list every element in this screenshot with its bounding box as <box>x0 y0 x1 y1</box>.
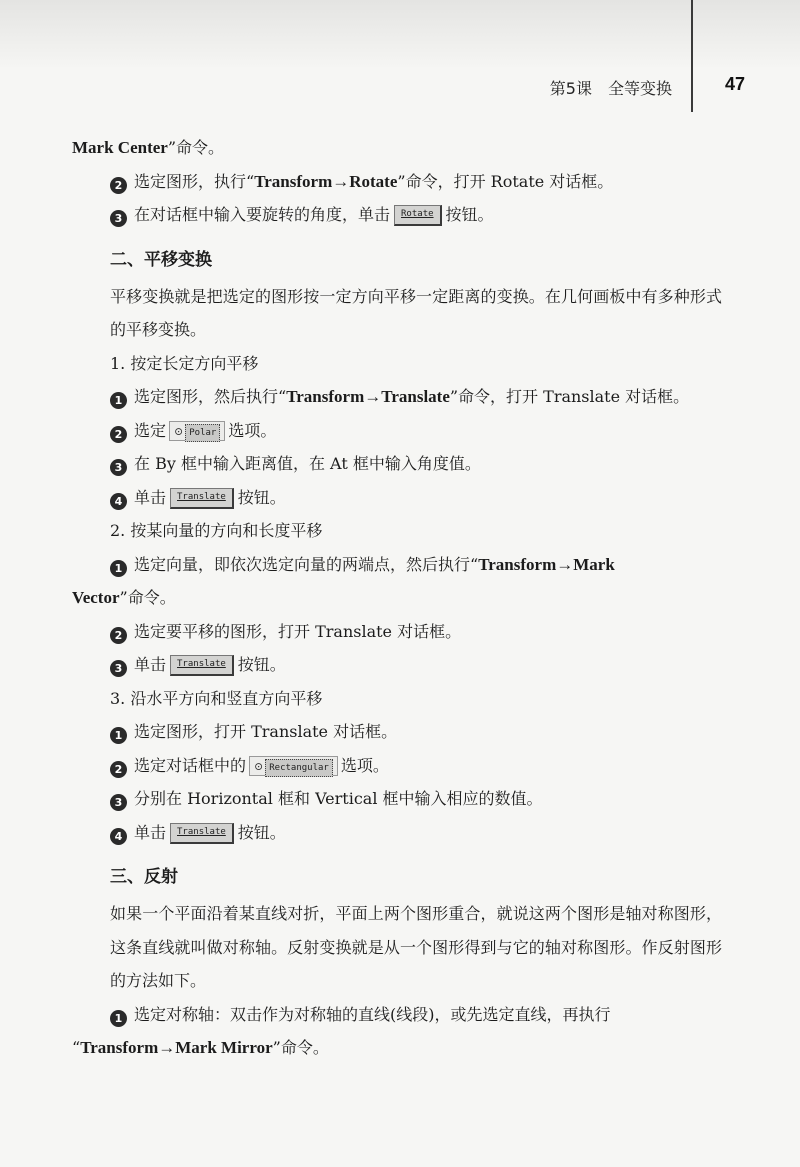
step-line: 1 选定图形，然后执行“Transform→Translate”命令，打开 Translate 对话框。 <box>72 380 722 414</box>
step-number-badge: 3 <box>110 794 127 811</box>
lesson-title: 全等变换 <box>607 79 672 98</box>
step-number-badge: 3 <box>110 210 127 227</box>
step-line: 3 单击 Translate 按钮。 <box>72 648 722 682</box>
subheading: 1. 按定长定方向平移 <box>110 353 259 373</box>
step-number-badge: 1 <box>110 727 127 744</box>
page-number: 47 <box>725 74 746 94</box>
section-heading-reflection: 三、反射 <box>110 867 178 887</box>
step-line: 1 选定图形，打开 Translate 对话框。 <box>72 715 722 749</box>
polar-radio-image: ⊙ Polar <box>169 421 225 441</box>
page-body <box>72 131 722 1065</box>
translate-button-image: Translate <box>170 655 234 676</box>
paragraph: 平移变换就是把选定的图形按一定方向平移一定距离的变换。在几何画板中有多种形式的平移变换。 <box>110 286 722 339</box>
step-line: 2 选定 ⊙ Polar 选项。 <box>72 414 722 448</box>
step-number-badge: 1 <box>110 560 127 577</box>
rectangular-radio-image: ⊙ Rectangular <box>249 756 338 776</box>
step-number-badge: 2 <box>110 426 127 443</box>
step-number-badge: 3 <box>110 660 127 677</box>
step-line: 3 在 By 框中输入距离值，在 At 框中输入角度值。 <box>72 447 722 481</box>
section-heading-translate: 二、平移变换 <box>110 249 212 270</box>
step-line: 4 单击 Translate 按钮。 <box>72 816 722 850</box>
step-number-badge: 2 <box>110 177 127 194</box>
text-line: Vector”命令。 <box>72 588 176 607</box>
step-line: 1 选定对称轴：双击作为对称轴的直线(线段)，或先选定直线，再执行 <box>72 998 722 1032</box>
text-line: Mark Center”命令。 <box>72 138 225 157</box>
step-number-badge: 1 <box>110 1010 127 1027</box>
step-number-badge: 4 <box>110 493 127 510</box>
scan-shadow-band <box>0 0 800 70</box>
radio-dot-icon: ⊙ <box>254 760 264 773</box>
header-vertical-rule <box>691 0 693 112</box>
paragraph: 如果一个平面沿着某直线对折，平面上两个图形重合，就说这两个图形是轴对称图形，这条直线就叫做对称轴。反射变换就是从一个图形得到与它的轴对称图形。作反射图形的方法如下。 <box>110 904 722 990</box>
step-line: 1 选定向量，即依次选定向量的两端点，然后执行“Transform→Mark <box>72 548 722 582</box>
step-line: 2 选定图形，执行“Transform→Rotate”命令，打开 Rotate 对话框。 <box>72 165 722 199</box>
text-line: “Transform→Mark Mirror”命令。 <box>72 1038 329 1057</box>
step-line: 2 选定要平移的图形，打开 Translate 对话框。 <box>72 615 722 649</box>
step-number-badge: 1 <box>110 392 127 409</box>
step-line: 2 选定对话框中的 ⊙ Rectangular 选项。 <box>72 749 722 783</box>
step-number-badge: 4 <box>110 828 127 845</box>
step-line: 4 单击 Translate 按钮。 <box>72 481 722 515</box>
subheading: 3. 沿水平方向和竖直方向平移 <box>110 688 323 708</box>
rotate-button-image: Rotate <box>394 205 442 226</box>
translate-button-image: Translate <box>170 488 234 509</box>
step-line: 3 分别在 Horizontal 框和 Vertical 框中输入相应的数值。 <box>72 782 722 816</box>
step-number-badge: 3 <box>110 459 127 476</box>
running-header <box>0 76 672 99</box>
step-number-badge: 2 <box>110 627 127 644</box>
step-number-badge: 2 <box>110 761 127 778</box>
step-line: 3 在对话框中输入要旋转的角度，单击 Rotate 按钮。 <box>72 198 722 232</box>
lesson-number: 第5课 <box>549 79 592 98</box>
translate-button-image: Translate <box>170 823 234 844</box>
subheading: 2. 按某向量的方向和长度平移 <box>110 521 323 540</box>
radio-dot-icon: ⊙ <box>174 425 184 438</box>
